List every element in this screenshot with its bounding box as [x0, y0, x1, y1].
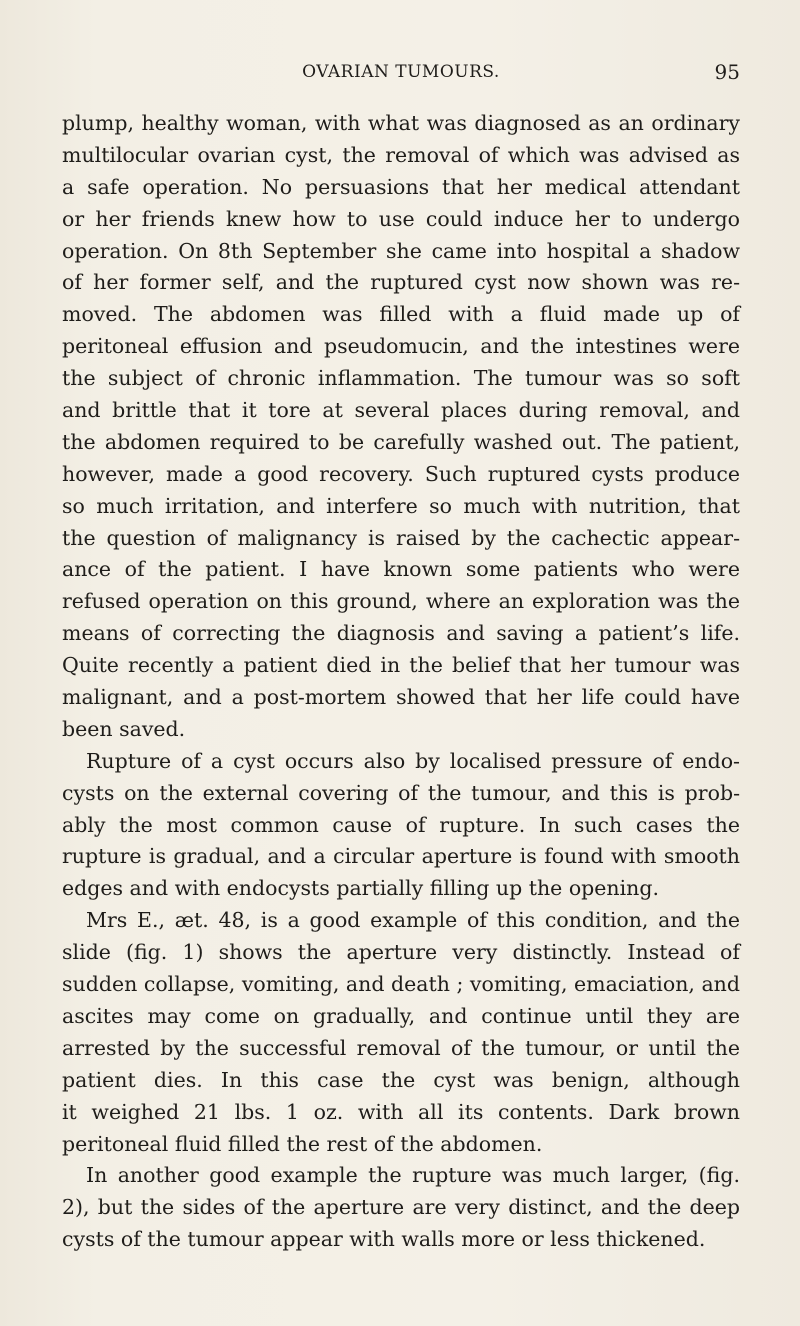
text-line: the abdomen required to be carefully washed out. The patient,	[62, 429, 740, 454]
text-line: the question of malignancy is raised by the cachectic appear-	[62, 525, 740, 550]
text-line: ance of the patient. I have known some patients who were	[62, 557, 740, 582]
text-line: rupture is gradual, and a circular aperture is found with smooth	[62, 844, 740, 869]
text-line: ascites may come on gradually, and continue until they are	[62, 1003, 740, 1028]
text-line: moved. The abdomen was filled with a fluid made up of	[62, 302, 740, 327]
text-line: the subject of chronic inflammation. The tumour was so soft	[62, 366, 740, 391]
text-line: cysts on the external covering of the tumour, and this is prob-	[62, 780, 740, 805]
text-line: malignant, and a post-mortem showed that her life could have	[62, 685, 740, 710]
text-line: and brittle that it tore at several places during removal, and	[62, 398, 740, 423]
paragraph-end-line: been saved.	[62, 716, 186, 741]
text-line: arrested by the successful removal of the tumour, or until the	[62, 1035, 740, 1060]
paragraph-end-line: cysts of the tumour appear with walls more or less thickened.	[62, 1227, 706, 1252]
text-line: however, made a good recovery. Such ruptured cysts produce	[62, 461, 740, 486]
text-line: of her former self, and the ruptured cyst now shown was re-	[62, 270, 740, 295]
paragraph-end-line: edges and with endocysts partially filling up the opening.	[62, 876, 660, 901]
text-line: it weighed 21 lbs. 1 oz. with all its contents. Dark brown	[62, 1099, 740, 1124]
page-header	[62, 60, 740, 88]
text-line: so much irritation, and interfere so much with nutrition, that	[62, 493, 740, 518]
running-head: OVARIAN TUMOURS.	[302, 62, 500, 82]
text-line: a safe operation. No persuasions that her medical attendant	[62, 174, 740, 199]
text-line: refused operation on this ground, where an exploration was the	[62, 589, 740, 614]
text-line: or her friends knew how to use could induce her to undergo	[62, 206, 740, 231]
paragraph-start-line: Rupture of a cyst occurs also by localised pressure of endo-	[86, 748, 740, 773]
text-line: Quite recently a patient died in the belief that her tumour was	[62, 653, 740, 678]
text-line: slide (fig. 1) shows the aperture very distinctly. Instead of	[62, 940, 740, 965]
text-line: means of correcting the diagnosis and saving a patient’s life.	[62, 621, 740, 646]
paragraph-start-line: In another good example the rupture was much larger, (fig.	[86, 1163, 740, 1188]
text-line: patient dies. In this case the cyst was benign, although	[62, 1067, 740, 1092]
text-line: 2), but the sides of the aperture are very distinct, and the deep	[62, 1195, 740, 1220]
text-line: sudden collapse, vomiting, and death ; vomiting, emaciation, and	[62, 972, 740, 997]
text-line: ably the most common cause of rupture. In such cases the	[62, 812, 740, 837]
text-line: multilocular ovarian cyst, the removal of which was advised as	[62, 142, 740, 167]
text-line: peritoneal effusion and pseudomucin, and the intestines were	[62, 334, 740, 359]
text-line: plump, healthy woman, with what was diagnosed as an ordinary	[62, 111, 740, 135]
paragraph-end-line: peritoneal fluid filled the rest of the abdomen.	[62, 1131, 543, 1156]
body-text	[62, 108, 740, 1256]
text-line: operation. On 8th September she came into hospital a shadow	[62, 238, 740, 263]
page-number: 95	[714, 60, 740, 84]
paragraph-start-line: Mrs E., æt. 48, is a good example of this condition, and the	[86, 908, 740, 933]
